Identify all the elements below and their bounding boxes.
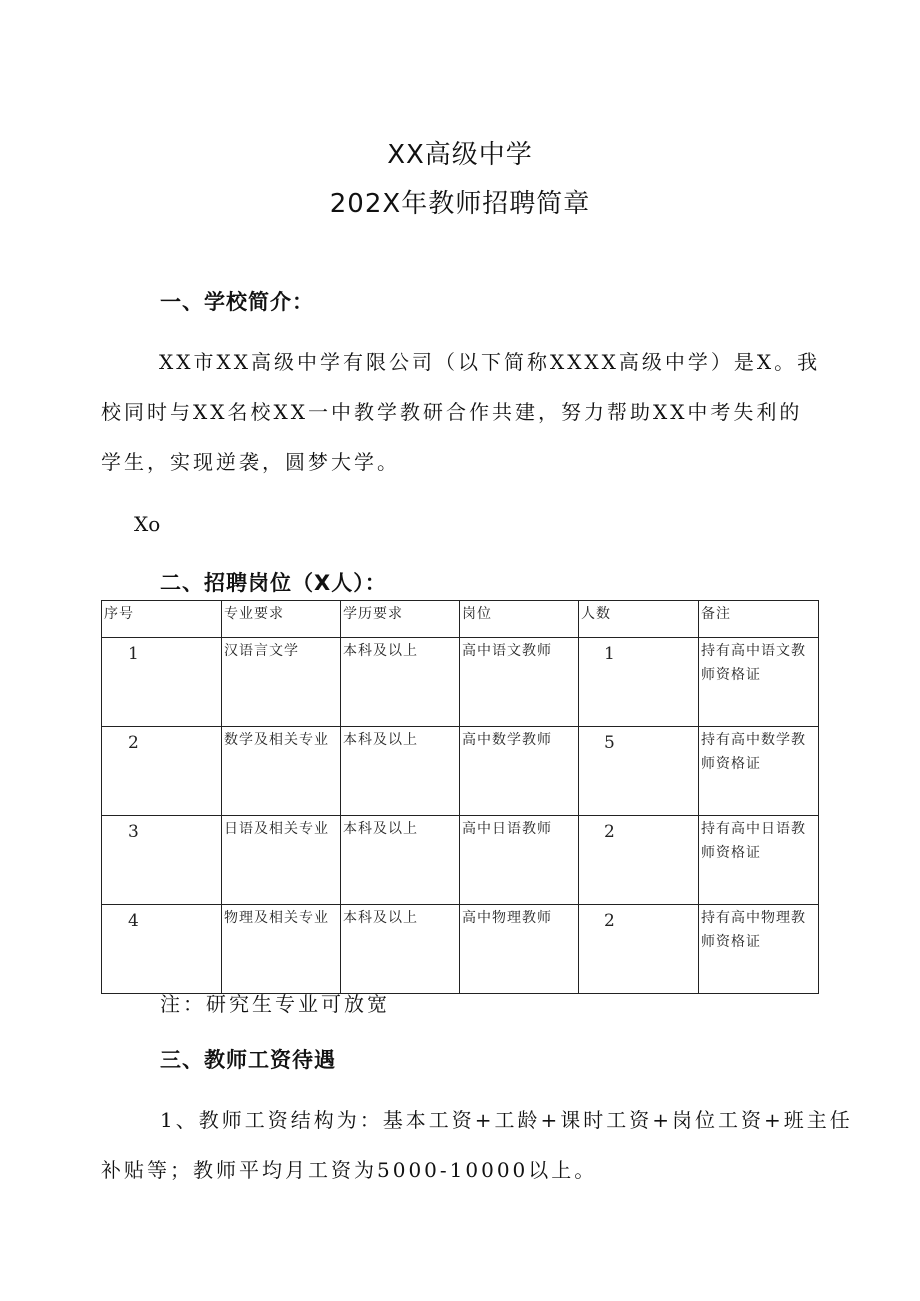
section-heading-school-intro: 一、学校简介： xyxy=(160,290,314,314)
cell-remarks: 持有高中物理教师资格证 xyxy=(699,905,819,994)
table-note: 注：研究生专业可放宽 xyxy=(160,992,390,1016)
cell-major: 日语及相关专业 xyxy=(222,816,341,905)
section-heading-positions: 二、招聘岗位（X人）： xyxy=(160,571,387,595)
table-row xyxy=(102,905,819,994)
column-header-position: 岗位 xyxy=(460,601,579,638)
cell-major: 物理及相关专业 xyxy=(222,905,341,994)
cell-count: 1 xyxy=(579,638,699,727)
table-row xyxy=(102,638,819,727)
document-title: XX高级中学 xyxy=(387,140,533,170)
cell-seq: 1 xyxy=(102,638,222,727)
table-row xyxy=(102,816,819,905)
column-header-major: 专业要求 xyxy=(222,601,341,638)
cell-education: 本科及以上 xyxy=(341,905,460,994)
document-subtitle: 202X年教师招聘简章 xyxy=(329,189,591,219)
cell-education: 本科及以上 xyxy=(341,816,460,905)
cell-position: 高中数学教师 xyxy=(460,727,579,816)
cell-position: 高中日语教师 xyxy=(460,816,579,905)
cell-remarks: 持有高中日语教师资格证 xyxy=(699,816,819,905)
cell-count: 2 xyxy=(579,905,699,994)
salary-paragraph-line-1: 1、教师工资结构为：基本工资+工龄+课时工资+岗位工资+班主任 xyxy=(160,1108,853,1132)
column-header-education: 学历要求 xyxy=(341,601,460,638)
cell-seq: 4 xyxy=(102,905,222,994)
cell-major: 汉语言文学 xyxy=(222,638,341,727)
intro-paragraph-line-2: 校同时与XX名校XX一中教学教研合作共建，努力帮助XX中考失利的 xyxy=(101,400,803,424)
cell-position: 高中物理教师 xyxy=(460,905,579,994)
section-heading-salary: 三、教师工资待遇 xyxy=(160,1048,336,1072)
cell-major: 数学及相关专业 xyxy=(222,727,341,816)
cell-education: 本科及以上 xyxy=(341,727,460,816)
positions-table xyxy=(101,600,819,994)
cell-seq: 2 xyxy=(102,727,222,816)
salary-paragraph-line-2: 补贴等；教师平均月工资为5000-10000以上。 xyxy=(101,1158,598,1182)
column-header-count: 人数 xyxy=(579,601,699,638)
stray-text: Xo xyxy=(134,512,161,536)
cell-remarks: 持有高中数学教师资格证 xyxy=(699,727,819,816)
table-row xyxy=(102,727,819,816)
column-header-remarks: 备注 xyxy=(699,601,819,638)
intro-paragraph-line-1: XX市XX高级中学有限公司（以下简称XXXX高级中学）是X。我 xyxy=(159,350,821,374)
cell-count: 5 xyxy=(579,727,699,816)
intro-paragraph-line-3: 学生，实现逆袭，圆梦大学。 xyxy=(101,450,400,474)
cell-education: 本科及以上 xyxy=(341,638,460,727)
table-header-row xyxy=(102,601,819,638)
column-header-seq: 序号 xyxy=(102,601,222,638)
cell-count: 2 xyxy=(579,816,699,905)
cell-seq: 3 xyxy=(102,816,222,905)
cell-remarks: 持有高中语文教师资格证 xyxy=(699,638,819,727)
cell-position: 高中语文教师 xyxy=(460,638,579,727)
